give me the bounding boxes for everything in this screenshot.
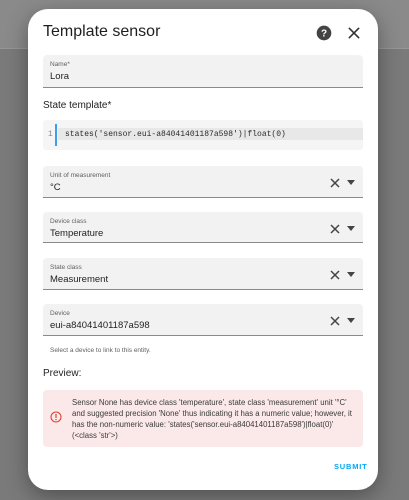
unit-field-label: Unit of measurement xyxy=(50,172,111,179)
svg-text:?: ? xyxy=(320,28,328,40)
device-value: eui-a84041401187a598 xyxy=(50,320,150,331)
code-line-number: 1 xyxy=(48,130,53,139)
help-circle-icon[interactable] xyxy=(316,25,332,41)
chevron-down-icon[interactable] xyxy=(347,318,355,324)
chevron-down-icon[interactable] xyxy=(347,180,355,186)
device-helper-text: Select a device to link to this entity. xyxy=(50,347,151,354)
code-line-text[interactable]: states('sensor.eui-a84041401187a598')|float(0) xyxy=(65,130,286,139)
clear-icon[interactable] xyxy=(330,316,340,326)
state-class-value: Measurement xyxy=(50,274,109,285)
device-class-select[interactable] xyxy=(43,212,363,243)
clear-icon[interactable] xyxy=(330,270,340,280)
unit-of-measurement-select[interactable] xyxy=(43,166,363,198)
name-field-value[interactable]: Lora xyxy=(50,71,70,82)
submit-button[interactable]: SUBMIT xyxy=(334,462,368,471)
alert-circle-icon xyxy=(50,411,62,423)
device-class-label: Device class xyxy=(50,218,87,225)
preview-label: Preview: xyxy=(43,368,82,379)
chevron-down-icon[interactable] xyxy=(347,226,355,232)
chevron-down-icon[interactable] xyxy=(347,272,355,278)
clear-icon[interactable] xyxy=(330,178,340,188)
close-icon[interactable] xyxy=(346,25,362,41)
state-template-label: State template* xyxy=(43,100,112,111)
device-select[interactable] xyxy=(43,304,363,336)
editor-cursor-bar xyxy=(55,124,57,146)
clear-icon[interactable] xyxy=(330,224,340,234)
dialog-title: Template sensor xyxy=(43,23,161,40)
state-template-editor[interactable] xyxy=(43,120,363,150)
preview-error-alert xyxy=(43,390,363,447)
state-class-label: State class xyxy=(50,264,82,271)
state-class-select[interactable] xyxy=(43,258,363,290)
device-label: Device xyxy=(50,310,70,317)
template-sensor-dialog xyxy=(28,9,378,490)
device-class-value: Temperature xyxy=(50,228,104,239)
name-field-label: Name* xyxy=(50,61,70,68)
unit-field-value: °C xyxy=(50,182,61,193)
name-field[interactable] xyxy=(43,55,363,88)
preview-error-text: Sensor None has device class 'temperature', state class 'measurement' unit '°C' and suggested precision 'None' thus indicating it has a numeric value; however, it has the non-numeric value: 'states('sensor.eui-a84041401187a598')|float(0)' (<class 'str'>) xyxy=(72,398,352,440)
